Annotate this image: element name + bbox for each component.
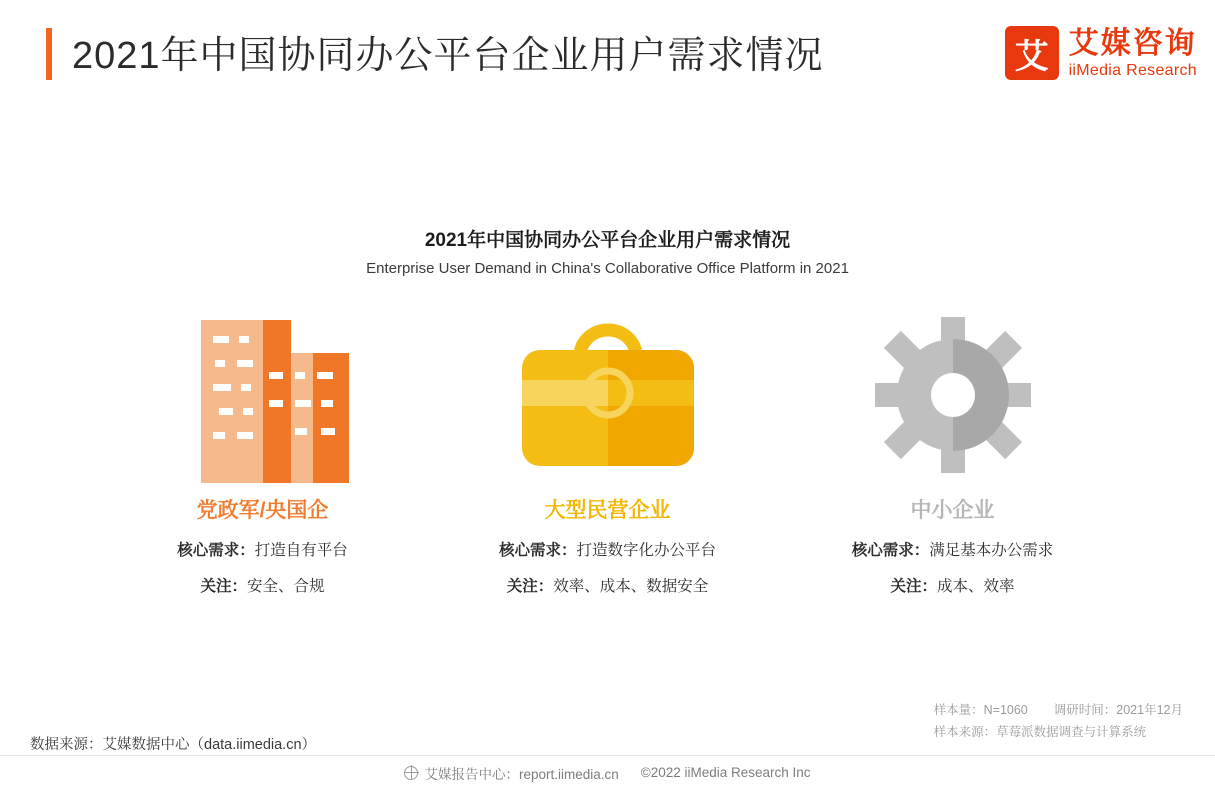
card-core-demand-label: 核心需求： [851, 542, 930, 559]
card-core-demand [98, 538, 428, 560]
card-label: 党政军/央国企 [196, 499, 329, 522]
page-footer [0, 755, 1215, 789]
sample-size-label: 样本量： [933, 703, 984, 717]
card-label: 中小企业 [910, 499, 995, 522]
card-focus-label: 关注： [200, 578, 247, 595]
globe-icon [404, 766, 418, 780]
card-focus-value: 效率、成本、数据安全 [553, 578, 709, 595]
card-core-demand-value: 打造数字化办公平台 [576, 542, 717, 559]
logo-chinese-name: 艾媒咨询 [1068, 26, 1197, 60]
page-title: 2021年中国协同办公平台企业用户需求情况 [72, 35, 824, 77]
survey-time-value: 2021年12月 [1116, 703, 1183, 717]
copyright-text: ©2022 iiMedia Research Inc [640, 765, 811, 780]
gear-icon [788, 300, 1118, 490]
briefcase-icon [443, 300, 773, 490]
chart-card [788, 300, 1118, 596]
logo-english-name: iiMedia Research [1068, 61, 1197, 79]
logo-text [1069, 27, 1197, 80]
chart-card [443, 300, 773, 596]
card-focus [443, 574, 773, 596]
brand-logo [1005, 26, 1197, 80]
page-header [0, 0, 1215, 108]
card-focus-label: 关注： [890, 578, 937, 595]
card-label: 大型民营企业 [544, 499, 671, 522]
card-core-demand [788, 538, 1118, 560]
note-sample-row [934, 700, 1183, 722]
report-center-link[interactable] [404, 763, 618, 783]
chart-title: 2021年中国协同办公平台企业用户需求情况 [424, 230, 791, 251]
card-focus [788, 574, 1118, 596]
chart-notes [934, 700, 1183, 744]
card-core-demand-value: 打造自有平台 [254, 542, 348, 559]
survey-time-label: 调研时间： [1053, 703, 1117, 717]
card-core-demand [443, 538, 773, 560]
data-source: 数据来源：艾媒数据中心（data.iimedia.cn） [30, 737, 317, 753]
card-focus-value: 成本、效率 [937, 578, 1015, 595]
logo-mark-icon: 艾 [1005, 26, 1059, 80]
card-focus-value: 安全、合规 [247, 578, 325, 595]
card-core-demand-label: 核心需求： [177, 542, 255, 559]
buildings-icon [98, 300, 428, 490]
chart-subtitle: Enterprise User Demand in China's Collaborative Office Platform in 2021 [366, 260, 849, 277]
report-center-text: 艾媒报告中心：report.iimedia.cn [424, 766, 619, 782]
note-source-row [934, 722, 1183, 744]
card-focus [98, 574, 428, 596]
card-focus-label: 关注： [506, 578, 554, 595]
card-core-demand-label: 核心需求： [498, 542, 577, 559]
chart-card-row [90, 300, 1125, 596]
card-core-demand-value: 满足基本办公需求 [929, 542, 1054, 559]
sample-source-value: 草莓派数据调查与计算系统 [996, 724, 1147, 739]
sample-size-value: N=1060 [983, 703, 1028, 717]
chart-card [98, 300, 428, 596]
sample-source-label: 样本来源： [933, 724, 997, 739]
title-accent-bar [46, 28, 52, 80]
